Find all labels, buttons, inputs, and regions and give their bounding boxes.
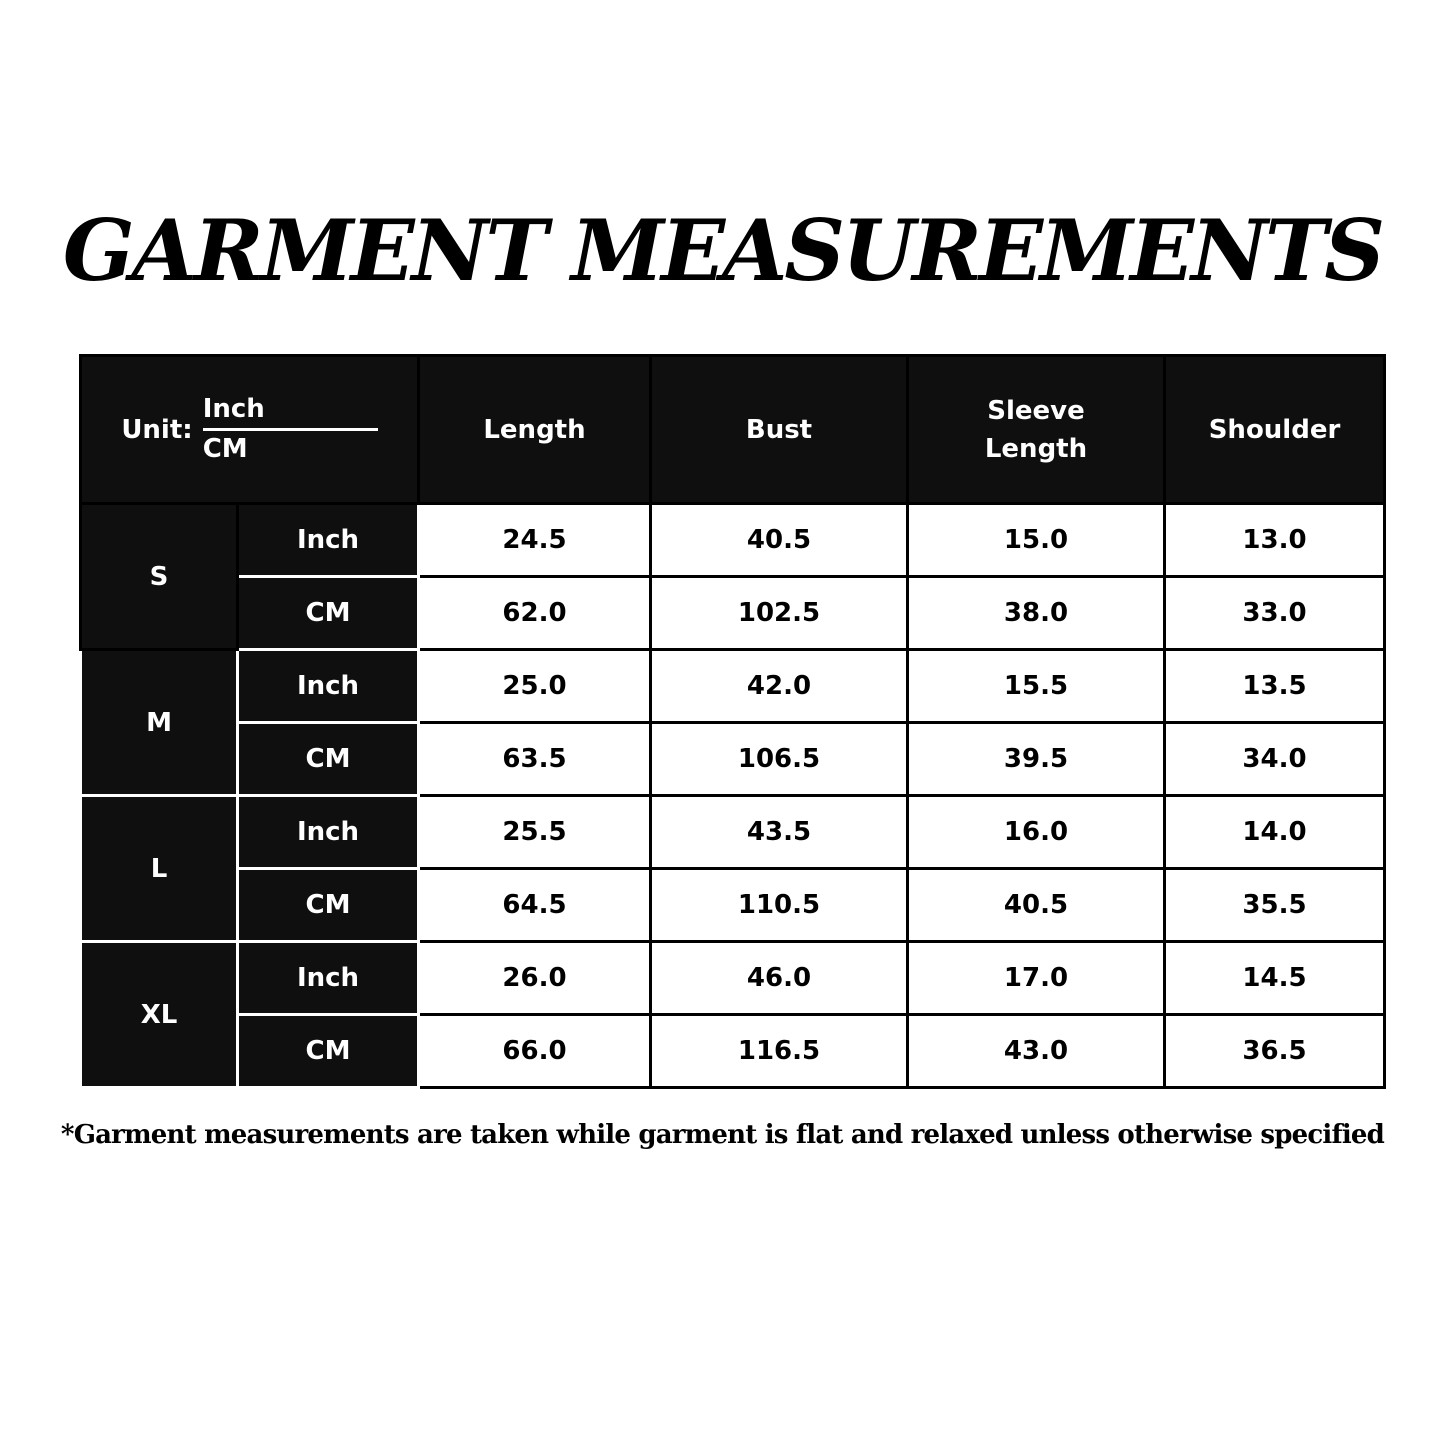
size-label-l: L: [81, 796, 238, 942]
bust-value: 106.5: [651, 723, 908, 796]
column-header-shoulder: Shoulder: [1165, 356, 1385, 504]
unit-header-cell: [81, 356, 419, 504]
sleeve-length-value: 15.0: [908, 504, 1165, 577]
unit-label: Unit:: [121, 414, 193, 445]
bust-value: 46.0: [651, 942, 908, 1015]
footnote: *Garment measurements are taken while garment is flat and relaxed unless otherwise specified: [60, 1120, 1385, 1150]
shoulder-value: 35.5: [1165, 869, 1385, 942]
bust-value: 110.5: [651, 869, 908, 942]
size-label-s: S: [81, 504, 238, 650]
shoulder-value: 14.0: [1165, 796, 1385, 869]
unit-inch-label: Inch: [203, 392, 378, 431]
column-header-bust: Bust: [651, 356, 908, 504]
length-value: 64.5: [419, 869, 651, 942]
bust-value: 116.5: [651, 1015, 908, 1088]
size-chart-table: [79, 354, 1386, 1089]
unit-cell: Inch: [238, 504, 419, 577]
sleeve-length-value: 15.5: [908, 650, 1165, 723]
shoulder-value: 33.0: [1165, 577, 1385, 650]
unit-cell: Inch: [238, 796, 419, 869]
column-header-sleeve-length: Sleeve Length: [908, 356, 1165, 504]
bust-value: 40.5: [651, 504, 908, 577]
shoulder-value: 14.5: [1165, 942, 1385, 1015]
unit-cell: CM: [238, 1015, 419, 1088]
unit-cell: Inch: [238, 650, 419, 723]
unit-cell: CM: [238, 869, 419, 942]
table-row: [81, 942, 1385, 1015]
length-value: 63.5: [419, 723, 651, 796]
shoulder-value: 13.5: [1165, 650, 1385, 723]
sleeve-length-value: 16.0: [908, 796, 1165, 869]
shoulder-value: 34.0: [1165, 723, 1385, 796]
table-row: [81, 577, 1385, 650]
unit-cell: CM: [238, 723, 419, 796]
header-row: [81, 356, 1385, 504]
unit-cm-label: CM: [202, 434, 248, 464]
table-row: [81, 1015, 1385, 1088]
length-value: 25.5: [419, 796, 651, 869]
sleeve-length-value: 43.0: [908, 1015, 1165, 1088]
sleeve-length-value: 38.0: [908, 577, 1165, 650]
page-title: GARMENT MEASUREMENTS: [62, 201, 1383, 300]
bust-value: 42.0: [651, 650, 908, 723]
bust-value: 43.5: [651, 796, 908, 869]
length-value: 25.0: [419, 650, 651, 723]
table-row: [81, 723, 1385, 796]
sleeve-length-value: 39.5: [908, 723, 1165, 796]
size-label-m: M: [81, 650, 238, 796]
shoulder-value: 36.5: [1165, 1015, 1385, 1088]
unit-cell: CM: [238, 577, 419, 650]
table-row: [81, 504, 1385, 577]
bust-value: 102.5: [651, 577, 908, 650]
unit-cell: Inch: [238, 942, 419, 1015]
table-row: [81, 650, 1385, 723]
length-value: 62.0: [419, 577, 651, 650]
sleeve-length-value: 17.0: [908, 942, 1165, 1015]
length-value: 26.0: [419, 942, 651, 1015]
column-header-length: Length: [419, 356, 651, 504]
table-row: [81, 796, 1385, 869]
table-row: [81, 869, 1385, 942]
size-label-xl: XL: [81, 942, 238, 1088]
length-value: 66.0: [419, 1015, 651, 1088]
shoulder-value: 13.0: [1165, 504, 1385, 577]
sleeve-length-value: 40.5: [908, 869, 1165, 942]
length-value: 24.5: [419, 504, 651, 577]
